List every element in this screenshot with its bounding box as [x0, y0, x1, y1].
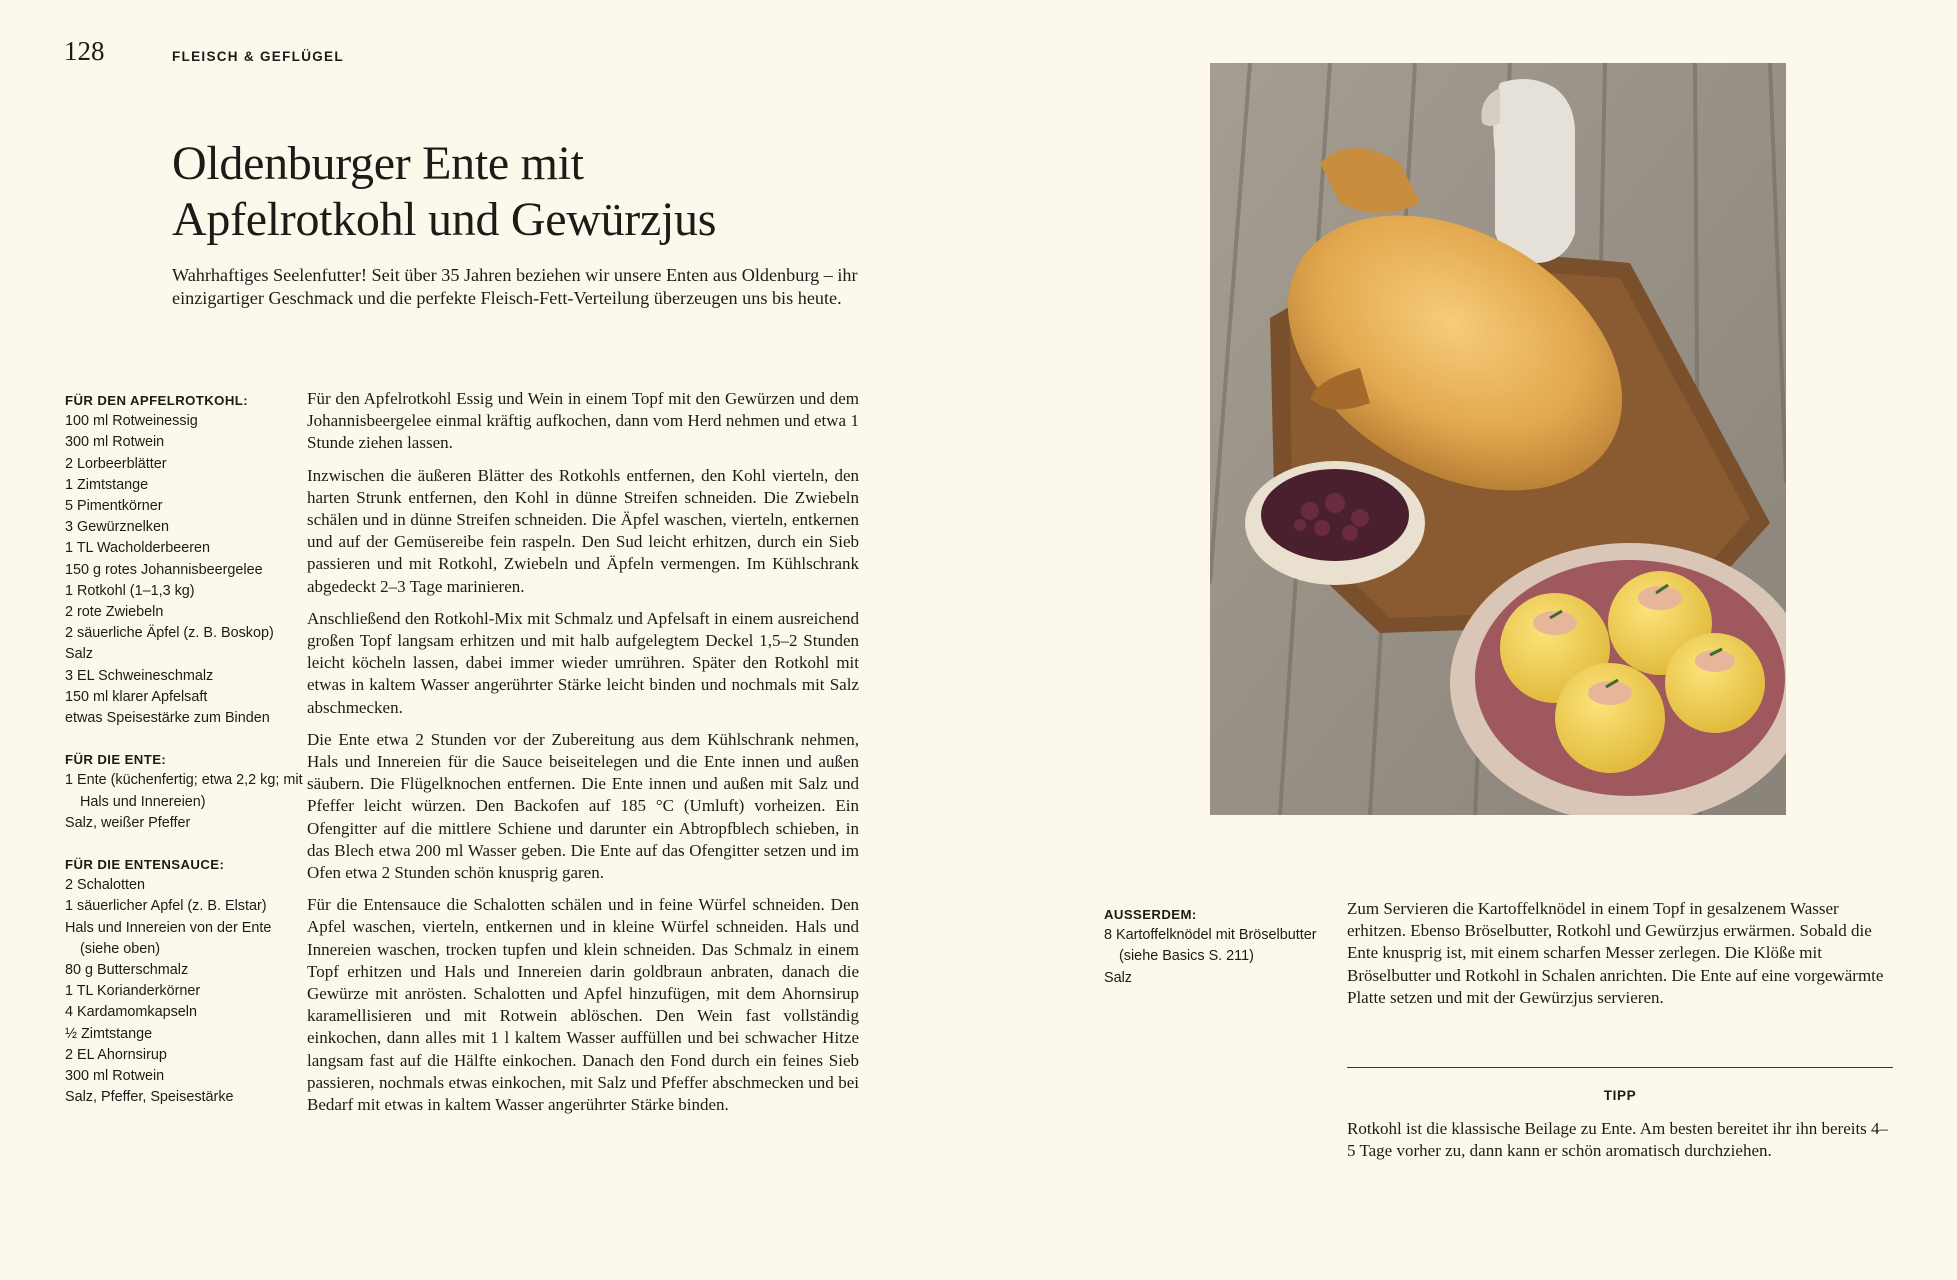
tip-text: Rotkohl ist die klassische Beilage zu Ente. Am besten bereitet ihr ihn bereits 4–5 Tage vorher zu, dann kann er schön aromatisch durchziehen. [1347, 1119, 1889, 1161]
ingredient-item: Salz [65, 646, 93, 663]
ingredient-item: 1 Ente (küchenfertig; etwa 2,2 kg; mit Hals und Innereien) [65, 772, 303, 810]
ingredient-item: Salz, weißer Pfeffer [65, 814, 191, 831]
ingredient-group [65, 390, 305, 729]
ingredient-group [65, 749, 305, 834]
ingredient-item: etwas Speisestärke zum Binden [65, 710, 270, 727]
ingredient-item: 2 Lorbeerblätter [65, 455, 167, 472]
recipe-title-line-1: Oldenburger Ente mit [172, 137, 584, 190]
serving-instructions: Zum Servieren die Kartoffelknödel in einem Topf in gesalzenem Wasser erhitzen. Ebenso Bröselbutter, Rotkohl und Gewürzjus erwärmen. Sobald die Ente knusprig ist, mit einem scharfen Messer zerlegen. Die Klöße mit Bröselbutter und Rotkohl in Schalen anrichten. Die Ente auf eine vorgewärmte Platte setzen und mit der Gewürzjus servieren. [1347, 899, 1884, 1007]
ingredient-item: 5 Pimentkörner [65, 498, 163, 515]
instruction-paragraph: Für die Entensauce die Schalotten schälen und in feine Würfel schneiden. Den Apfel waschen, vierteln, entkernen und in kleine Würfel schneiden. Hals und Innereien waschen, trocken tupfen und klein schneiden. Das Schmalz in einem Topf erhitzen und Hals und Innereien darin goldbraun anbraten, danach die Gewürze mit anrösten. Schalotten und Apfel hinzufügen, mit dem Ahornsirup karamellisieren und mit Rotwein ablöschen. Den Wein fast vollständig einkochen, dann alles mit 1 l kaltem Wasser auffüllen und bei schwacher Hitze langsam fast auf die Hälfte einkochen. Danach den Fond durch ein feines Sieb passieren, nochmals etwas einkochen, mit Salz und Pfeffer abschmecken und bei Bedarf mit etwas in kaltem Wasser angerührter Stärke binden. [307, 895, 859, 1115]
ingredient-item: 80 g Butterschmalz [65, 962, 189, 979]
ingredient-item: 300 ml Rotwein [65, 1068, 165, 1085]
ingredient-item: 3 EL Schweineschmalz [65, 667, 214, 684]
ingredient-item: 1 Rotkohl (1–1,3 kg) [65, 582, 195, 599]
instructions [307, 388, 859, 1126]
ingredient-group-heading: FÜR DIE ENTENSAUCE: [65, 857, 225, 873]
section-title: FLEISCH & GEFLÜGEL [172, 49, 344, 64]
ingredient-item: ½ Zimtstange [65, 1025, 153, 1042]
dish-photo [1210, 63, 1786, 815]
divider [1347, 1067, 1893, 1068]
ingredient-item: 2 EL Ahornsirup [65, 1046, 167, 1063]
recipe-title-line-2: Apfelrotkohl und Gewürzjus [172, 193, 717, 246]
ingredients-column [65, 390, 305, 1109]
list-item: Salz [1104, 969, 1132, 986]
ingredient-item: 150 g rotes Johannisbeergelee [65, 561, 263, 578]
ingredient-item: Hals und Innereien von der Ente (siehe oben) [65, 919, 272, 957]
ingredient-item: 1 säuerlicher Apfel (z. B. Elstar) [65, 898, 267, 915]
ingredient-group-heading: FÜR DEN APFELROTKOHL: [65, 393, 248, 408]
ingredient-item: Salz, Pfeffer, Speisestärke [65, 1089, 234, 1106]
recipe-title [172, 136, 892, 248]
instruction-paragraph: Anschließend den Rotkohl-Mix mit Schmalz und Apfelsaft in einem ausreichend großen Topf langsam erhitzen und mit halb aufgelegtem Deckel 1,5–2 Stunden leicht köcheln lassen, dabei immer wieder umrühren. Später den Rotkohl mit etwas in kaltem Wasser angerührter Stärke leicht binden und nochmals mit Salz abschmecken. [307, 608, 859, 717]
ingredient-item: 1 TL Korianderkörner [65, 983, 201, 1000]
page-number: 128 [64, 36, 105, 66]
tip-heading: TIPP [1603, 1088, 1637, 1103]
ingredient-list [65, 770, 305, 834]
additional-list [1104, 925, 1334, 989]
ingredient-item: 100 ml Rotweinessig [65, 413, 198, 430]
ingredient-item: 1 Zimtstange [65, 476, 149, 493]
list-item: 8 Kartoffelknödel mit Bröselbutter (siehe Basics S. 211) [1104, 927, 1317, 965]
ingredient-item: 2 Schalotten [65, 877, 146, 894]
ingredient-item: 2 säuerliche Äpfel (z. B. Boskop) [65, 625, 274, 642]
instruction-paragraph: Inzwischen die äußeren Blätter des Rotkohls entfernen, den Kohl vierteln, den harten Strunk entfernen, den Kohl in dünne Streifen schneiden. Die Zwiebeln schälen und in dünne Streifen schneiden. Die Äpfel waschen, vierteln, entkernen und auf der Gemüsereibe fein raspeln. Den Sud leicht erhitzen, durch ein Sieb passieren und mit Rotkohl, Zwiebeln und Äpfeln vermengen. Im Kühlschrank abgedeckt 2–3 Tage marinieren. [307, 465, 859, 596]
ingredient-item: 2 rote Zwiebeln [65, 604, 164, 621]
roast-duck-image [1210, 63, 1786, 815]
instruction-paragraph: Für den Apfelrotkohl Essig und Wein in einem Topf mit den Gewürzen und dem Johannisbeergelee einmal kräftig aufkochen, dann vom Herd nehmen und etwa 1 Stunde ziehen lassen. [307, 389, 859, 453]
ingredient-group [65, 854, 305, 1108]
additional-ingredients [1104, 904, 1334, 989]
ingredient-item: 150 ml klarer Apfelsaft [65, 688, 208, 705]
recipe-intro: Wahrhaftiges Seelenfutter! Seit über 35 Jahren beziehen wir unsere Enten aus Oldenburg – ihr einzigartiger Geschmack und die perfekte Fleisch-Fett-Verteilung überzeugen uns bis heute. [172, 265, 858, 308]
ingredient-group-heading: FÜR DIE ENTE: [65, 752, 167, 768]
ingredient-item: 4 Kardamomkapseln [65, 1004, 197, 1021]
ingredient-list [65, 411, 305, 729]
ingredient-item: 300 ml Rotwein [65, 434, 165, 451]
additional-heading: AUSSERDEM: [1104, 907, 1197, 922]
ingredient-item: 1 TL Wacholderbeeren [65, 540, 211, 557]
ingredient-item: 3 Gewürznelken [65, 519, 169, 536]
ingredient-list [65, 875, 305, 1108]
instruction-paragraph: Die Ente etwa 2 Stunden vor der Zubereitung aus dem Kühlschrank nehmen, Hals und Innereien für die Sauce beiseitelegen und die Ente innen und außen säubern. Die Flügelknochen entfernen. Die Ente innen und außen mit Salz und Pfeffer leicht würzen. Den Backofen auf 185 °C (Umluft) vorheizen. Ein Ofengitter auf die mittlere Schiene und darunter ein Abtropfblech schieben, in das Blech etwa 200 ml Wasser geben. Die Ente auf das Ofengitter setzen und im Ofen etwa 2 Stunden schön knusprig garen. [307, 729, 859, 883]
